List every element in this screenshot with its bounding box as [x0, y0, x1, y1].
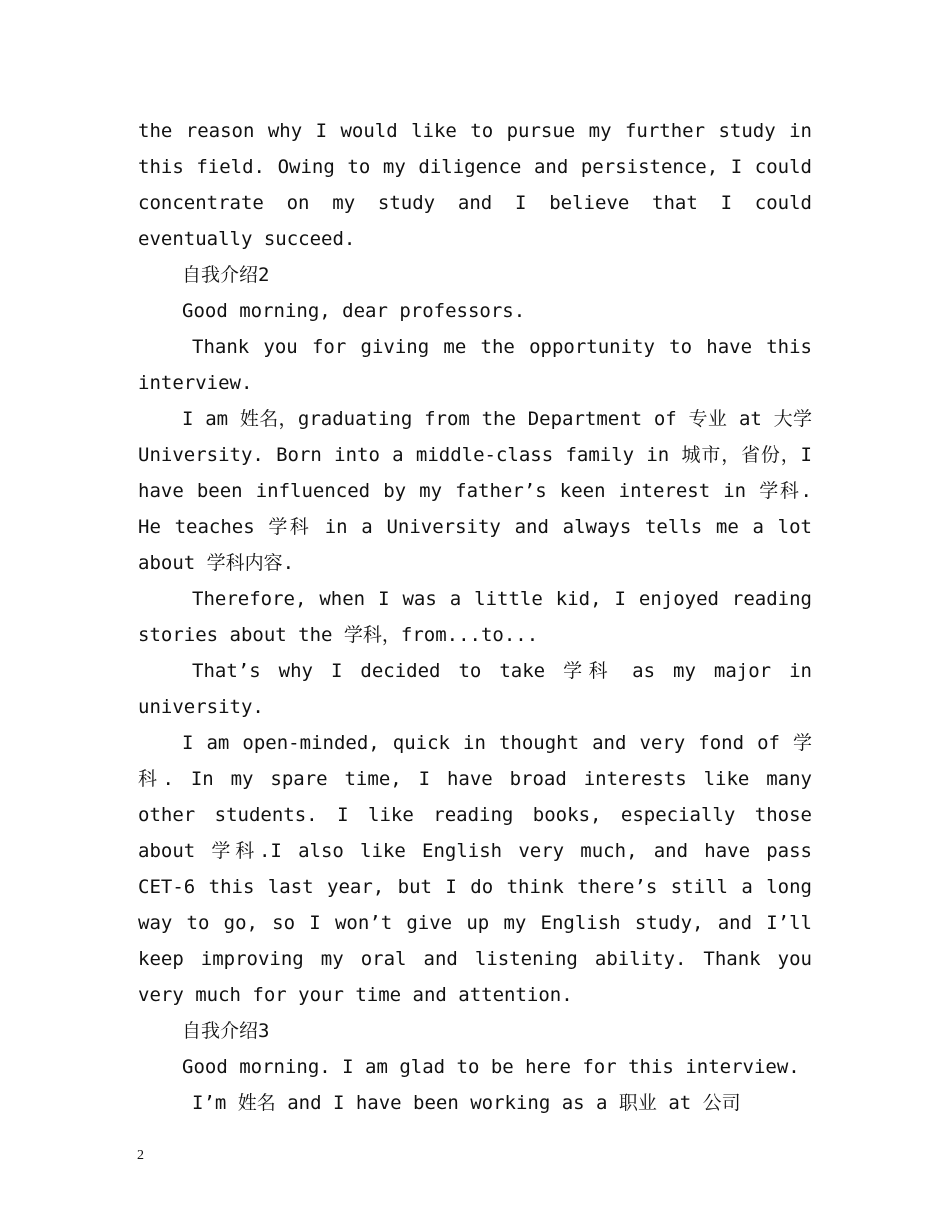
paragraph-background: I am 姓名，graduating from the Department of 专业 at 大学 University. Born into a middle-class family in 城市，省份，I have been influenced by my father’s keen interest in 学科. He teaches 学科 in a University and always tells me a lot about 学科内容. [138, 408, 812, 574]
paragraph-major-choice: That’s why I decided to take 学科 as my major in university. [138, 660, 812, 718]
paragraph-thanks: Thank you for giving me the opportunity to have this interview. [138, 336, 812, 394]
document-body [138, 113, 812, 1121]
section-heading-self-introduction-2: 自我介绍2 [182, 264, 270, 286]
paragraph-greeting: Good morning, dear professors. [182, 300, 526, 322]
section-heading-self-introduction-3: 自我介绍3 [182, 1020, 270, 1042]
paragraph-interests: I am open-minded, quick in thought and very fond of 学科. In my spare time, I have broad interests like many other students. I like reading books, especially those about 学科.I also like English very much, and have pass CET-6 this last year, but I do think there’s still a long way to go, so I won’t give up my English study, and I’ll keep improving my oral and listening ability. Thank you very much for your time and attention. [138, 732, 812, 1006]
paragraph-greeting-3: Good morning. I am glad to be here for this interview. [182, 1056, 800, 1078]
paragraph-continuation: the reason why I would like to pursue my further study in this field. Owing to my diligence and persistence, I could concentrate on my study and I believe that I could eventually succeed. [138, 120, 812, 250]
paragraph-job-intro: I’m 姓名 and I have been working as a 职业 at 公司 [192, 1092, 741, 1114]
page-number: 2 [137, 1148, 144, 1163]
paragraph-childhood: Therefore, when I was a little kid, I enjoyed reading stories about the 学科，from...to... [138, 588, 812, 646]
